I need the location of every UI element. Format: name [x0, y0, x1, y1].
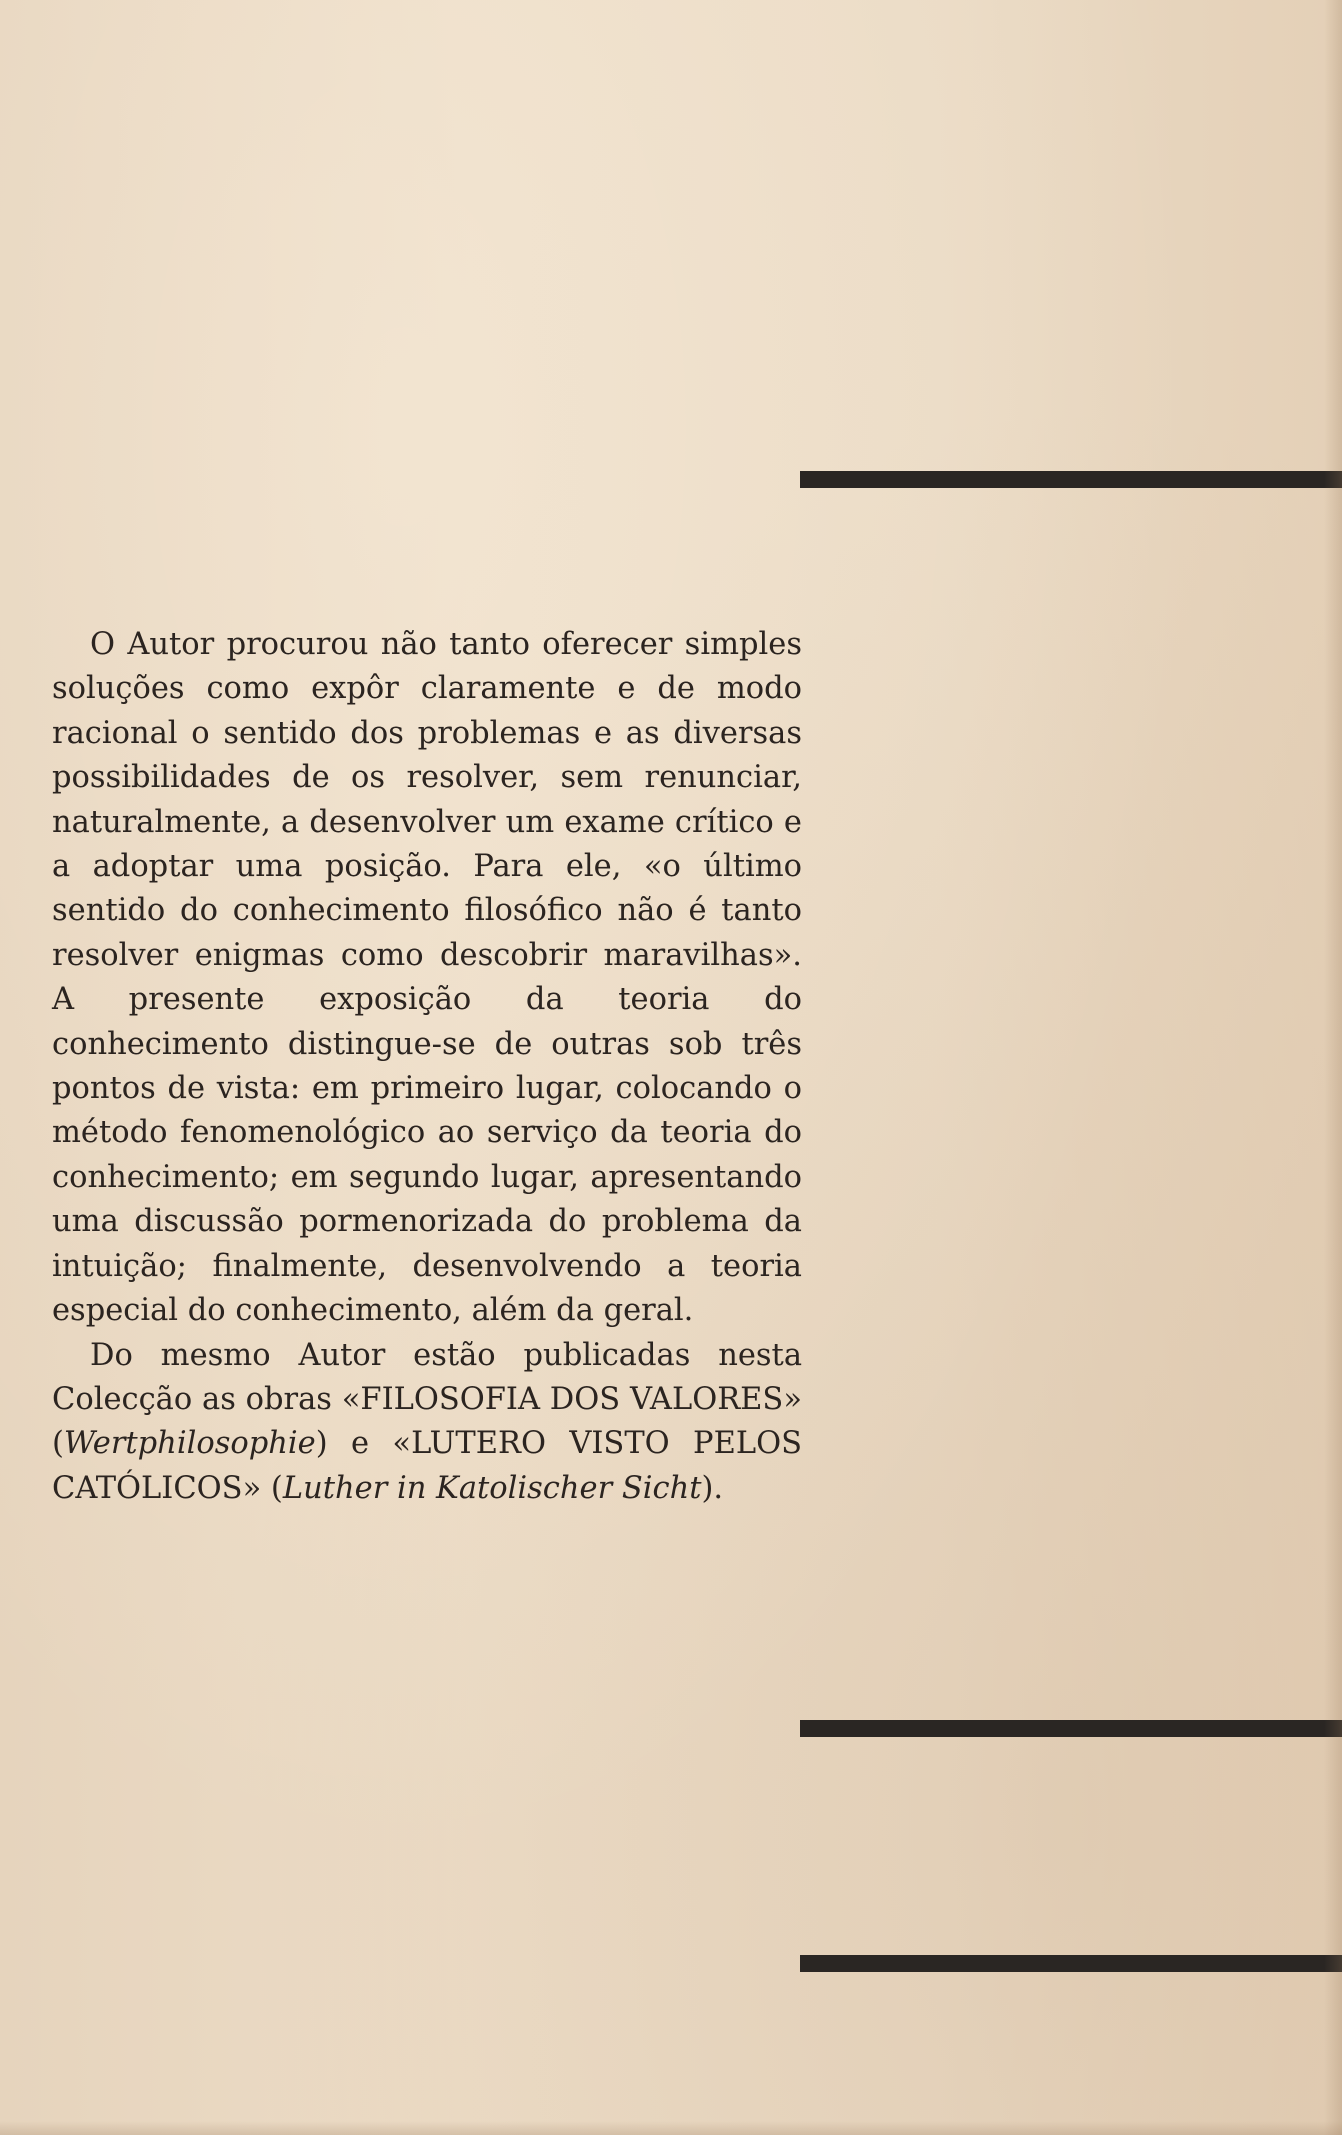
- decorative-rule-middle: [800, 1720, 1342, 1737]
- title-wertphilosophie: Wertphilosophie: [63, 1426, 316, 1462]
- blurb-paragraph-1: O Autor procurou não tanto oferecer simples soluções como expôr claramente e de modo racional o sentido dos problemas e as diversas possibilidades de os resolver, sem renunciar, naturalmente, a desenvolver um exame crítico e a adoptar uma posição. Para ele, «o último sentido do conhecimento filosófico não é tanto resolver enigmas como descobrir maravilhas». A presente exposição da teoria do conhecimento distingue-se de outras sob três pontos de vista: em primeiro lugar, colocando o método fenomenológico ao serviço da teoria do conhecimento; em segundo lugar, apresentando uma discussão pormenorizada do problema da intuição; finalmente, desenvolvendo a teoria especial do conhecimento, além da geral.: [52, 627, 802, 1329]
- cover-blurb: [52, 623, 802, 1511]
- paragraph-2-intro: Do mesmo Autor estão publicadas nesta Colecção as obras «FILOSOFIA DOS VALORES» (: [52, 1337, 802, 1462]
- page-edge-shadow-right: [1324, 0, 1342, 2135]
- paragraph-2-end: ).: [701, 1470, 724, 1506]
- title-luther-in-katolischer-sicht: Luther in Katolischer Sicht: [282, 1470, 702, 1506]
- page-edge-shadow-bottom: [0, 2121, 1342, 2135]
- decorative-rule-bottom: [800, 1955, 1342, 1972]
- blurb-paragraph-2: [52, 1334, 802, 1512]
- decorative-rule-top: [800, 471, 1342, 488]
- paragraph-2-middle: ) e «LUTERO VISTO PELOS CATÓLICOS» (: [52, 1426, 802, 1506]
